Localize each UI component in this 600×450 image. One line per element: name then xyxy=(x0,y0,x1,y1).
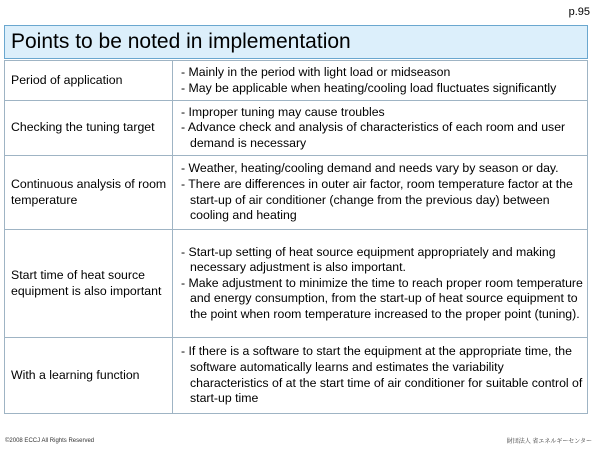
bullet-item: - May be applicable when heating/cooling load fluctuates significantly xyxy=(181,80,557,95)
bullet-item: - There are differences in outer air factor, room temperature factor at the start-up of air conditioner (change from the previous day) between cooling and heating xyxy=(181,176,573,223)
row-label: Start time of heat source equipment is also important xyxy=(5,230,173,338)
bullet-item: - Start-up setting of heat source equipment appropriately and making necessary adjustment is also important. xyxy=(181,244,556,275)
table-row xyxy=(5,61,588,101)
bullet-item: - Make adjustment to minimize the time to reach proper room temperature and energy consumption, from the start-up of heat source equipment to the point when room temperature increased to the proper point (tuning). xyxy=(181,275,583,321)
organization-logo-text: 財団法人 省エネルギーセンター xyxy=(506,439,592,445)
row-content xyxy=(173,61,588,101)
slide-title: Points to be noted in implementation xyxy=(4,25,588,59)
row-label: With a learning function xyxy=(5,338,173,414)
row-content xyxy=(173,338,588,414)
row-label: Checking the tuning target xyxy=(5,101,173,156)
bullet-item: - Advance check and analysis of characteristics of each room and user demand is necessary xyxy=(181,120,566,150)
row-label: Continuous analysis of room temperature xyxy=(5,156,173,230)
bullet-item: - If there is a software to start the equipment at the appropriate time, the software automatically learns and estimates the variability characteristics of at the start time of air conditioner for suitable control of start-up time xyxy=(181,344,583,406)
row-content xyxy=(173,230,588,338)
row-content xyxy=(173,101,588,156)
page-number: p.95 xyxy=(568,6,590,18)
table-row xyxy=(5,101,588,156)
notes-table xyxy=(4,60,588,414)
table-row xyxy=(5,230,588,338)
copyright-text: ©2008 ECCJ All Rights Reserved xyxy=(5,438,95,444)
bullet-item: - Mainly in the period with light load or midseason xyxy=(181,64,451,79)
table-row xyxy=(5,338,588,414)
bullet-item: - Weather, heating/cooling demand and needs vary by season or day. xyxy=(181,161,559,176)
table-row xyxy=(5,156,588,230)
row-content xyxy=(173,156,588,230)
row-label: Period of application xyxy=(5,61,173,101)
bullet-item: - Improper tuning may cause troubles xyxy=(181,104,385,119)
